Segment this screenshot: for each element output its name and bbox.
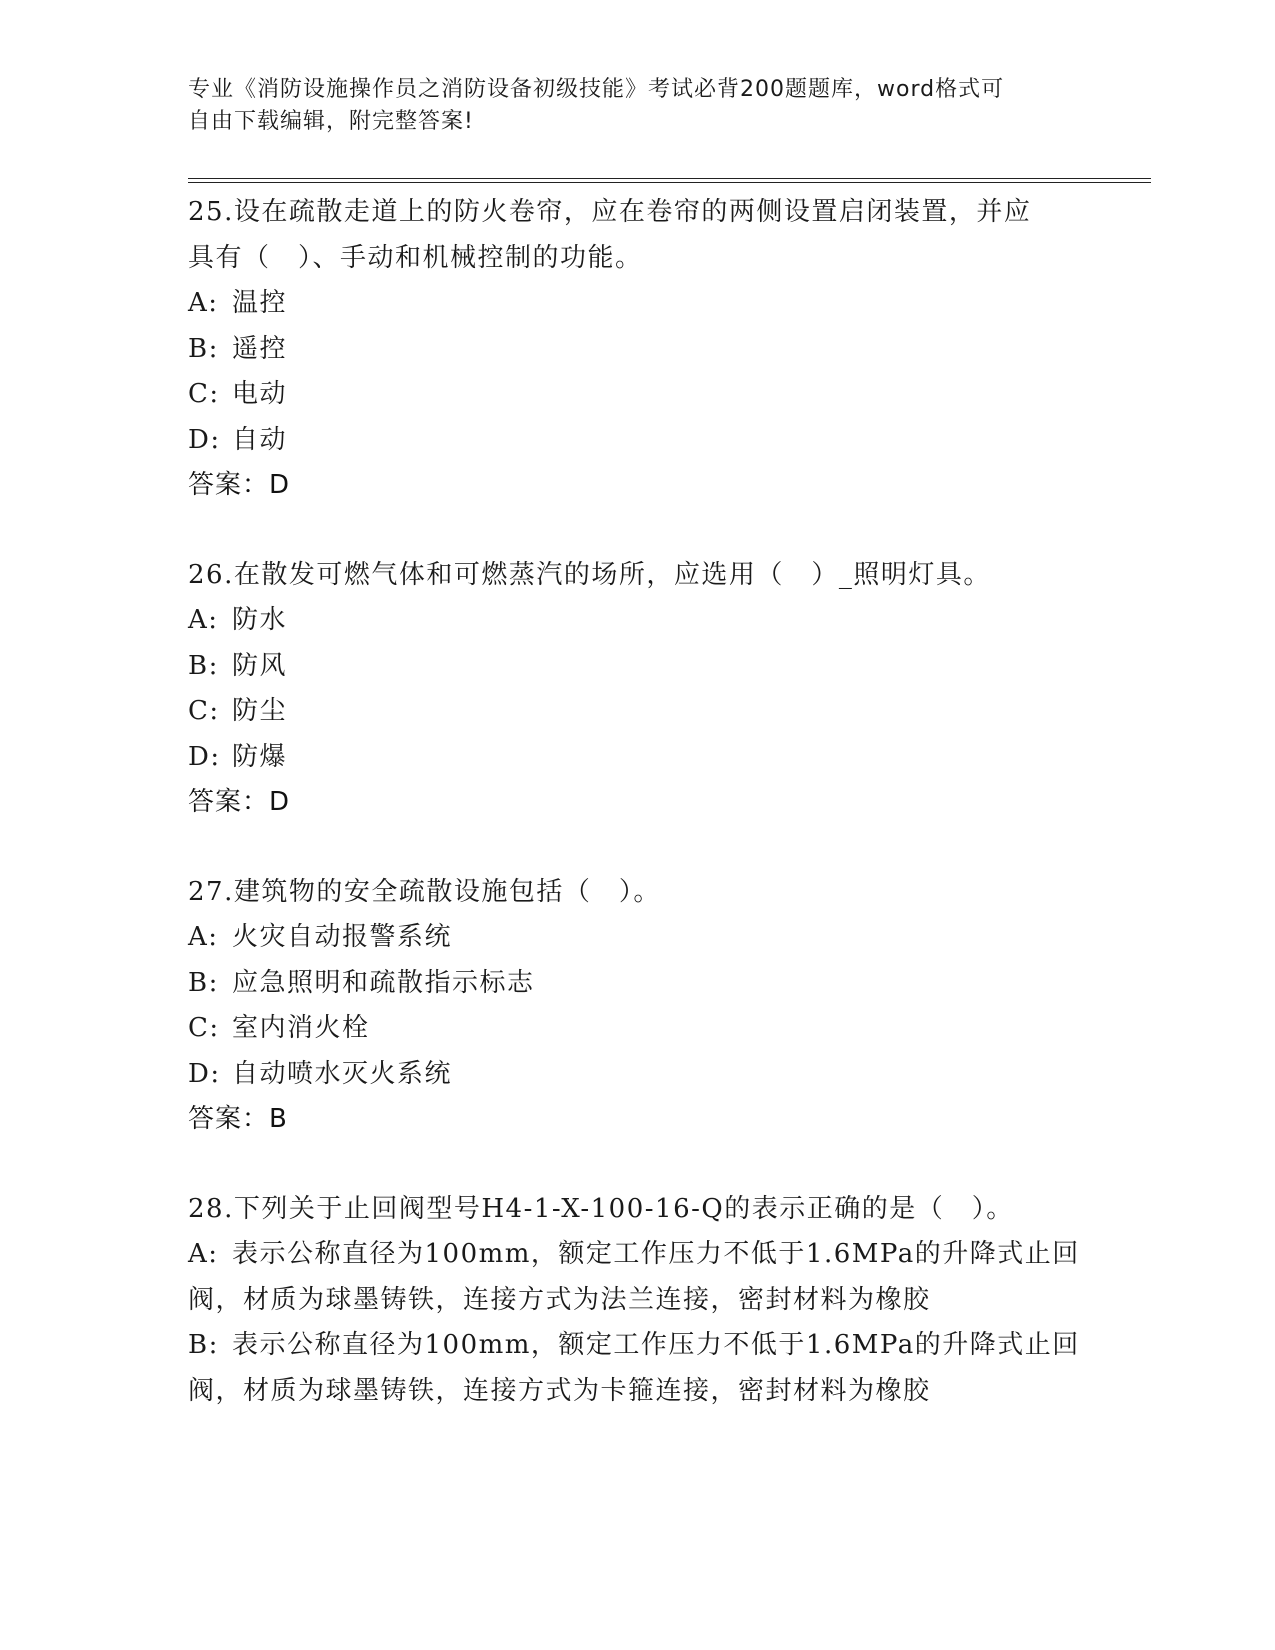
question-26	[188, 553, 1088, 826]
option-letter: B:	[188, 650, 219, 681]
option-letter: C:	[188, 379, 220, 409]
option-text: 自动	[232, 424, 288, 455]
question-text: 27.建筑物的安全疏散设施包括（ ）。	[188, 876, 661, 907]
option-letter: C:	[188, 1013, 220, 1043]
option-a	[188, 281, 1088, 327]
option-text: 室内消火栓	[232, 1013, 370, 1043]
option-text: 防爆	[232, 741, 288, 772]
answer-line: 答案：D	[188, 470, 291, 500]
option-a	[188, 598, 1088, 644]
option-text: 火灾自动报警系统	[232, 922, 453, 952]
question-27	[188, 870, 1088, 1143]
question-text: 26.在散发可燃气体和可燃蒸汽的场所，应选用（ ）_照明灯具。	[188, 559, 991, 590]
question-25	[188, 190, 1088, 509]
question-text-continued: 具有（ ）、手动和机械控制的功能。	[188, 242, 643, 273]
option-text: 表示公称直径为100mm，额定工作压力不低于1.6MPa的升降式止回	[232, 1330, 1080, 1360]
option-text: 防水	[232, 605, 288, 635]
option-text: 表示公称直径为100mm，额定工作压力不低于1.6MPa的升降式止回	[232, 1239, 1080, 1269]
option-letter: B:	[188, 1330, 219, 1360]
question-28	[188, 1187, 1088, 1415]
header-line-2: 自由下载编辑，附完整答案!	[188, 109, 474, 134]
question-text: 28.下列关于止回阀型号H4-1-X-100-16-Q的表示正确的是（ ）。	[188, 1193, 1014, 1224]
option-letter: C:	[188, 696, 220, 726]
option-b	[188, 961, 1088, 1007]
header-double-rule	[188, 178, 1151, 183]
option-text: 自动喷水灭火系统	[232, 1058, 453, 1089]
option-letter: A:	[188, 1239, 219, 1269]
option-c	[188, 1006, 1088, 1052]
option-b	[188, 644, 1088, 690]
header-line-1: 专业《消防设施操作员之消防设备初级技能》考试必背200题题库，word格式可	[188, 77, 1005, 102]
option-c	[188, 689, 1088, 735]
option-d	[188, 735, 1088, 781]
option-a	[188, 915, 1088, 961]
option-text: 应急照明和疏散指示标志	[232, 967, 535, 998]
option-b	[188, 327, 1088, 373]
option-letter: A:	[188, 288, 219, 318]
question-list	[188, 190, 1088, 1458]
question-text: 25.设在疏散走道上的防火卷帘，应在卷帘的两侧设置启闭装置，并应	[188, 197, 1032, 227]
option-a-continued: 阀，材质为球墨铸铁，连接方式为法兰连接，密封材料为橡胶	[188, 1284, 931, 1315]
option-c	[188, 372, 1088, 418]
answer-line: 答案：B	[188, 1104, 288, 1134]
option-letter: B:	[188, 333, 219, 364]
answer-line: 答案：D	[188, 787, 291, 817]
option-letter: D:	[188, 741, 221, 772]
option-text: 防风	[232, 650, 288, 681]
option-text: 遥控	[232, 333, 288, 364]
option-letter: A:	[188, 922, 219, 952]
option-letter: A:	[188, 605, 219, 635]
option-b-continued: 阀，材质为球墨铸铁，连接方式为卡箍连接，密封材料为橡胶	[188, 1375, 931, 1406]
option-letter: D:	[188, 1058, 221, 1089]
option-letter: B:	[188, 967, 219, 998]
option-text: 温控	[232, 288, 288, 318]
option-text: 防尘	[232, 696, 288, 726]
option-b	[188, 1323, 1088, 1369]
option-d	[188, 1052, 1088, 1098]
document-header	[188, 74, 1088, 138]
option-a	[188, 1232, 1088, 1278]
option-text: 电动	[232, 379, 288, 409]
option-d	[188, 418, 1088, 464]
option-letter: D:	[188, 424, 221, 455]
